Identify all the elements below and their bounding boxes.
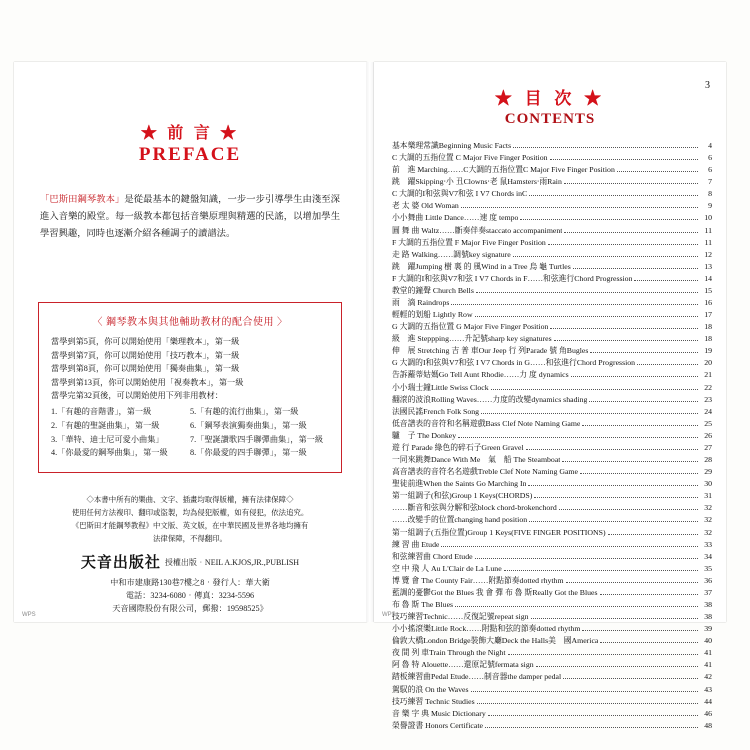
toc-entry-title: 踏板練習曲Pedal Etude……制音器the damper pedal — [392, 672, 562, 682]
toc-entry[interactable] — [392, 442, 712, 454]
publisher-name: 天音出版社 — [80, 555, 161, 571]
toc-entry-page: 41 — [704, 648, 712, 658]
toc-entry-title: 第一組調子(和弦)Group 1 Keys(CHORDS) — [392, 491, 533, 501]
toc-entry-page: 28 — [704, 455, 712, 465]
toc-entry[interactable] — [392, 285, 712, 297]
toc-entry-title: C 大調的I和弦與V7和弦 I V7 Chords inC — [392, 189, 528, 199]
toc-entry-page: 25 — [704, 418, 712, 428]
toc-entry-page: 35 — [704, 563, 712, 573]
toc-entry[interactable] — [392, 551, 712, 563]
toc-entry[interactable] — [392, 502, 712, 514]
toc-entry-title: 高音譜表的音符名名遊戲Treble Clef Note Naming Game — [392, 467, 578, 477]
supplementary-item: 6.「鋼琴表演獨奏曲集」，第一級 — [190, 420, 307, 430]
copyright-line: 《巴斯田才能鋼琴教程》中文版、英文版，在中華民國及世界各地均擁有 — [71, 520, 309, 530]
toc-entry-title: 小小舞曲 Little Dance……速 度 tempo — [392, 213, 519, 223]
toc-leader-dots — [637, 363, 698, 365]
toc-entry-title: 第一組調子(五指位置)Group 1 Keys(FIVE FINGER POSITIONS) — [392, 527, 606, 537]
toc-leader-dots — [590, 351, 698, 353]
toc-entry-page: 26 — [704, 430, 712, 440]
toc-entry-page: 6 — [708, 153, 712, 163]
toc-entry[interactable] — [392, 490, 712, 502]
toc-entry[interactable] — [392, 671, 712, 683]
toc-entry[interactable] — [392, 357, 712, 369]
toc-entry[interactable] — [392, 273, 712, 285]
toc-entry-page: 40 — [704, 636, 712, 646]
supplementary-item: 4.「你最愛的鋼琴曲集」，第一級 — [51, 448, 168, 458]
toc-entry-title: 布 魯 斯 The Blues — [392, 599, 454, 609]
toc-entry-title: 小小搖滾樂Little Rock……附點和弦的節奏dotted rhythm — [392, 624, 581, 634]
supplementary-usage-lines — [51, 335, 329, 403]
toc-entry-page: 14 — [704, 273, 712, 283]
toc-entry-page: 42 — [704, 672, 712, 682]
toc-entry-title: 教堂的鐘聲 Church Bells — [392, 285, 474, 295]
toc-entry-page: 44 — [704, 696, 712, 706]
usage-line: 當學完第32頁後，可以開始使用下列非用教材： — [51, 391, 223, 401]
toc-entry[interactable] — [392, 563, 712, 575]
toc-entry[interactable] — [392, 176, 712, 188]
toc-leader-dots — [564, 182, 698, 184]
toc-entry[interactable] — [392, 369, 712, 381]
toc-entry[interactable] — [392, 575, 712, 587]
toc-entry[interactable] — [392, 720, 712, 732]
toc-leader-dots — [481, 412, 698, 414]
watermark-right: WPS — [382, 612, 396, 618]
toc-leader-dots — [451, 303, 698, 305]
supplementary-item: 7.「聖誕讚歌四手聯彈曲集」，第一級 — [190, 434, 324, 444]
toc-entry[interactable] — [392, 200, 712, 212]
contents-title-en: CONTENTS — [504, 111, 596, 127]
contents-page — [374, 62, 726, 730]
toc-leader-dots — [491, 388, 698, 390]
toc-leader-dots — [608, 533, 698, 535]
toc-entry-page: 9 — [708, 201, 712, 211]
toc-entry[interactable] — [392, 466, 712, 478]
usage-line: 當學到第5頁，你可以開始使用「樂理教本」，第一級 — [51, 337, 240, 346]
toc-entry[interactable] — [392, 647, 712, 659]
toc-entry-title: 翻滾的波浪Rolling Waves……力度的改變dynamics shading — [392, 394, 588, 404]
supplementary-item: 3.「華特、迪士尼可愛小曲集」 — [51, 434, 164, 444]
toc-leader-dots — [528, 484, 698, 486]
toc-leader-dots — [634, 279, 698, 281]
toc-entry-title: F 大調的五指位置 F Major Five Finger Position — [392, 237, 546, 247]
toc-entry-page: 46 — [704, 708, 712, 718]
toc-entry-page: 18 — [704, 334, 712, 344]
toc-leader-dots — [477, 702, 698, 704]
toc-entry-page: 31 — [704, 491, 712, 501]
toc-leader-dots — [458, 436, 698, 438]
toc-leader-dots — [571, 375, 698, 377]
toc-entry-page: 13 — [704, 261, 712, 271]
toc-leader-dots — [564, 231, 698, 233]
toc-entry-title: 練 習 曲 Etude — [392, 539, 440, 549]
toc-leader-dots — [550, 158, 698, 160]
toc-leader-dots — [441, 545, 698, 547]
toc-entry-title: 輕輕的划船 Lightly Row — [392, 310, 473, 320]
toc-entry-title: 駕馭的浪 On the Waves — [392, 684, 469, 694]
toc-entry[interactable] — [392, 587, 712, 599]
supplementary-item: 8.「你最愛的四手聯彈」，第一級 — [190, 448, 307, 458]
toc-entry[interactable] — [392, 708, 712, 720]
toc-entry-page: 16 — [704, 298, 712, 308]
toc-leader-dots — [566, 581, 698, 583]
toc-entry-title: 一同來跳舞Dance With Me 氣 船 The Steamboat — [392, 455, 561, 465]
toc-entry[interactable] — [392, 527, 712, 539]
preface-intro-red: 「巴斯田鋼琴教本」 — [40, 195, 125, 205]
toc-entry-title: 級 進 Steppping……升記號sharp key signatures — [392, 334, 552, 344]
toc-entry-page: 43 — [704, 684, 712, 694]
toc-leader-dots — [548, 243, 698, 245]
watermark-left: WPS — [22, 612, 36, 618]
toc-entry-page: 27 — [704, 442, 712, 452]
toc-entry[interactable] — [392, 345, 712, 357]
supplementary-item: 2.「有趣的聖誕曲集」，第一級 — [51, 420, 160, 430]
toc-entry-title: 博 覽 會 The County Fair……附點節奏dotted rhythm — [392, 575, 564, 585]
toc-leader-dots — [513, 146, 698, 148]
usage-line: 當學到第8頁，你可以開始使用「獨奏曲集」，第一級 — [51, 364, 240, 374]
toc-entry[interactable] — [392, 297, 712, 309]
contents-heading — [374, 84, 726, 128]
book-gutter — [366, 62, 374, 622]
toc-leader-dots — [582, 629, 698, 631]
toc-entry-title: 跳 躍Skipping‧小 丑Clowns‧老 鼠Hamsters‧雨Rain — [392, 177, 562, 187]
toc-entry[interactable] — [392, 454, 712, 466]
toc-entry-title: 和弦練習曲 Chord Etude — [392, 551, 473, 561]
page-number: 3 — [705, 80, 710, 91]
toc-leader-dots — [529, 194, 698, 196]
preface-page — [14, 62, 367, 622]
publisher-address: 中和市建康路130巷7樓之8‧發行人：華大衛 — [110, 577, 270, 587]
toc-leader-dots — [531, 617, 698, 619]
preface-body — [40, 192, 340, 244]
toc-entry-page: 10 — [704, 213, 712, 223]
toc-entry-title: 遊 行 Parade 綠色的碎石子Green Gravel — [392, 442, 524, 452]
toc-entry-page: 12 — [704, 249, 712, 259]
toc-leader-dots — [550, 327, 698, 329]
toc-entry[interactable] — [392, 225, 712, 237]
toc-entry-page: 17 — [704, 310, 712, 320]
toc-leader-dots — [455, 605, 698, 607]
toc-entry-title: 榮譽證書 Honors Certificate — [392, 720, 483, 730]
toc-entry[interactable] — [392, 684, 712, 696]
toc-entry[interactable] — [392, 418, 712, 430]
toc-entry[interactable] — [392, 140, 712, 152]
toc-entry-page: 38 — [704, 612, 712, 622]
toc-entry-title: C 大調的五指位置 C Major Five Finger Position — [392, 153, 548, 163]
toc-leader-dots — [476, 291, 698, 293]
toc-leader-dots — [461, 206, 698, 208]
toc-entry-title: F 大調的I和弦與V7和弦 I V7 Chords in F……和弦進行Chord Progression — [392, 273, 633, 283]
toc-entry[interactable] — [392, 237, 712, 249]
supplementary-item: 5.「有趣的流行曲集」，第一級 — [190, 406, 299, 416]
toc-entry-page: 7 — [708, 177, 712, 187]
toc-leader-dots — [488, 714, 698, 716]
toc-entry-title: ……斷音和弦與分解和弦block chord-brokenchord — [392, 503, 557, 513]
preface-heading — [14, 120, 366, 166]
toc-leader-dots — [471, 690, 698, 692]
toc-leader-dots — [573, 267, 698, 269]
toc-entry-page: 37 — [704, 587, 712, 597]
toc-entry-page: 4 — [708, 141, 712, 150]
toc-entry-title: 驢 子 The Donkey — [392, 430, 457, 440]
toc-entry-page: 32 — [704, 527, 712, 537]
toc-entry-title: 聖徒前進When the Saints Go Marching In — [392, 479, 527, 489]
toc-entry-title: 雨 滴 Raindrops — [392, 298, 450, 308]
toc-leader-dots — [600, 641, 698, 643]
supplementary-box — [38, 302, 342, 473]
toc-leader-dots — [536, 665, 698, 667]
copyright-notice — [38, 494, 342, 546]
toc-entry-page: 8 — [708, 189, 712, 199]
toc-entry[interactable] — [392, 599, 712, 611]
toc-entry[interactable] — [392, 406, 712, 418]
toc-entry-title: 藍調的憂鬱Got the Blues 我 會 彈 布 魯 斯Really Got the Blues — [392, 587, 598, 597]
toc-entry[interactable] — [392, 212, 712, 224]
toc-entry[interactable] — [392, 478, 712, 490]
toc-entry-page: 18 — [704, 322, 712, 332]
toc-entry-page: 23 — [704, 394, 712, 404]
toc-entry[interactable] — [392, 152, 712, 164]
toc-entry-page: 33 — [704, 539, 712, 549]
copyright-line: 法律保障，不得翻印。 — [153, 533, 227, 543]
toc-entry-title: 阿 魯 特 Alouette……還原記號fermata sign — [392, 660, 534, 670]
toc-entry[interactable] — [392, 309, 712, 321]
toc-entry[interactable] — [392, 696, 712, 708]
toc-leader-dots — [475, 557, 698, 559]
toc-entry-page: 30 — [704, 479, 712, 489]
publisher-company: 天音國際股份有限公司，郵撥：19598525》 — [112, 603, 268, 613]
toc-entry-page: 11 — [704, 225, 712, 235]
toc-entry-page: 32 — [704, 515, 712, 525]
publisher-authorization: 授權出版‧NEIL A.KJOS,JR.,PUBLISH — [164, 557, 300, 567]
toc-leader-dots — [582, 424, 698, 426]
toc-entry-page: 11 — [704, 237, 712, 247]
publisher-block — [38, 550, 342, 615]
toc-entry[interactable] — [392, 539, 712, 551]
toc-entry[interactable] — [392, 635, 712, 647]
toc-entry[interactable] — [392, 514, 712, 526]
usage-line: 當學到第7頁，你可以開始使用「技巧教本」，第一級 — [51, 350, 240, 360]
toc-entry-title: G 大調的五指位置 G Major Five Finger Position — [392, 322, 549, 332]
toc-entry-title: 老 太 婆 Old Woman — [392, 201, 459, 211]
toc-leader-dots — [563, 677, 698, 679]
toc-entry-title: 走 路 Walking……調號key signature — [392, 249, 511, 259]
toc-entry-page: 38 — [704, 599, 712, 609]
toc-leader-dots — [526, 448, 698, 450]
toc-entry-title: 告訴蘿蒂姑媽Go Tell Aunt Rhodie……力 度 dynamics — [392, 370, 569, 380]
copyright-line: ◇本書中所有的樂曲、文字、插畫均取得版權，擁有法律保障◇ — [86, 495, 294, 504]
toc-entry[interactable] — [392, 382, 712, 394]
toc-leader-dots — [554, 339, 698, 341]
toc-entry-title: 基本樂理常識Beginning Music Facts — [392, 141, 512, 150]
toc-entry-title: 夜 間 列 車Train Through the Night — [392, 648, 506, 658]
toc-entry-page: 21 — [704, 370, 712, 380]
preface-intro-rest: 是從最基本的鍵盤知識，一步一步引導學生由淺至深進入音樂的殿堂。每一級教本都包括音樂原理與精選的民謠，以增加學生學習興趣，同時也逐漸介紹各種調子的讀譜法。 — [40, 195, 340, 240]
toc-leader-dots — [520, 218, 698, 220]
toc-leader-dots — [513, 255, 698, 257]
toc-leader-dots — [504, 569, 698, 571]
toc-leader-dots — [580, 472, 698, 474]
table-of-contents — [392, 140, 712, 732]
toc-entry-page: 15 — [704, 285, 712, 295]
publisher-contact: 電話：3234-6080‧傳真：3234-5596 — [125, 590, 255, 600]
preface-title-cn: ★ 前 言 ★ — [140, 125, 240, 142]
contents-title-cn: ★ 目 次 ★ — [494, 89, 606, 108]
toc-leader-dots — [529, 520, 698, 522]
toc-entry[interactable] — [392, 188, 712, 200]
toc-entry-title: 倫敦大橋London Bridge裝飾大廳Deck the Halls美 國America — [392, 636, 599, 646]
toc-entry[interactable] — [392, 249, 712, 261]
toc-entry-page: 19 — [704, 346, 712, 356]
usage-line: 當學到第13頁，你可以開始使用「視奏教本」，第一級 — [51, 377, 244, 387]
toc-entry-page: 29 — [704, 467, 712, 477]
toc-entry-title: 圓 舞 曲 Waltz……斷奏伴奏staccato accompaniment — [392, 225, 563, 235]
supplementary-item: 1.「有趣的音階書」，第一級 — [51, 406, 152, 416]
toc-leader-dots — [534, 496, 698, 498]
toc-entry-title: 技巧練習Technic……反復記號repeat sign — [392, 612, 529, 622]
toc-entry[interactable] — [392, 164, 712, 176]
toc-entry-title: 技巧練習 Technic Studies — [392, 696, 475, 706]
toc-entry-title: 小小瑞士鐘Little Swiss Clock — [392, 382, 489, 392]
toc-entry-title: 伸 展 Stretching 吉 普 車Our Jeep 行 列Parade 號 角Bugles — [392, 346, 589, 356]
toc-leader-dots — [508, 653, 699, 655]
toc-entry[interactable] — [392, 623, 712, 635]
toc-entry[interactable] — [392, 321, 712, 333]
toc-leader-dots — [562, 460, 698, 462]
copyright-line: 使用任何方法複印、翻印或盜製，均為侵犯版權，如有侵犯，依法追究。 — [71, 507, 309, 517]
toc-entry-page: 34 — [704, 551, 712, 561]
toc-leader-dots — [485, 726, 698, 728]
toc-entry[interactable] — [392, 659, 712, 671]
toc-entry-title: 低音譜表的音符和名稱遊戲Bass Clef Note Naming Game — [392, 418, 581, 428]
toc-entry-page: 48 — [704, 720, 712, 730]
toc-entry-page: 24 — [704, 406, 712, 416]
supplementary-box-title: 〈 鋼琴教本與其他輔助教材的配合使用 〉 — [92, 317, 288, 328]
toc-entry-title: G 大調的I和弦與V7和弦 I V7 Chords in G……和弦進行Chord Progression — [392, 358, 636, 368]
toc-entry-title: ……改變手的位置changing hand position — [392, 515, 528, 525]
toc-leader-dots — [617, 170, 698, 172]
toc-entry-page: 41 — [704, 660, 712, 670]
toc-entry-title: 空 中 飛 人 Au L'Clair de La Lune — [392, 563, 502, 573]
toc-entry-title: 跳 躍Jumping 樹 裏 的 風Wind in a Tree 烏 龜 Turtles — [392, 261, 571, 271]
toc-entry-page: 22 — [704, 382, 712, 392]
toc-entry-title: 音 樂 字 典 Music Dictionary — [392, 708, 486, 718]
toc-leader-dots — [559, 508, 698, 510]
supplementary-items — [51, 405, 329, 461]
toc-entry[interactable] — [392, 430, 712, 442]
toc-leader-dots — [600, 593, 698, 595]
toc-entry-page: 20 — [704, 358, 712, 368]
toc-entry[interactable] — [392, 611, 712, 623]
toc-entry-title: 前 進 Marching……C大調的五指位置C Major Five Finger Position — [392, 165, 615, 175]
toc-entry-page: 39 — [704, 624, 712, 634]
toc-entry-title: 法國民謠French Folk Song — [392, 406, 480, 416]
toc-leader-dots — [589, 400, 698, 402]
toc-entry-page: 36 — [704, 575, 712, 585]
preface-title-en: PREFACE — [138, 144, 242, 165]
toc-entry[interactable] — [392, 333, 712, 345]
toc-entry[interactable] — [392, 261, 712, 273]
toc-leader-dots — [475, 315, 698, 317]
toc-entry[interactable] — [392, 394, 712, 406]
toc-entry-page: 32 — [704, 503, 712, 513]
toc-entry-page: 6 — [708, 165, 712, 175]
